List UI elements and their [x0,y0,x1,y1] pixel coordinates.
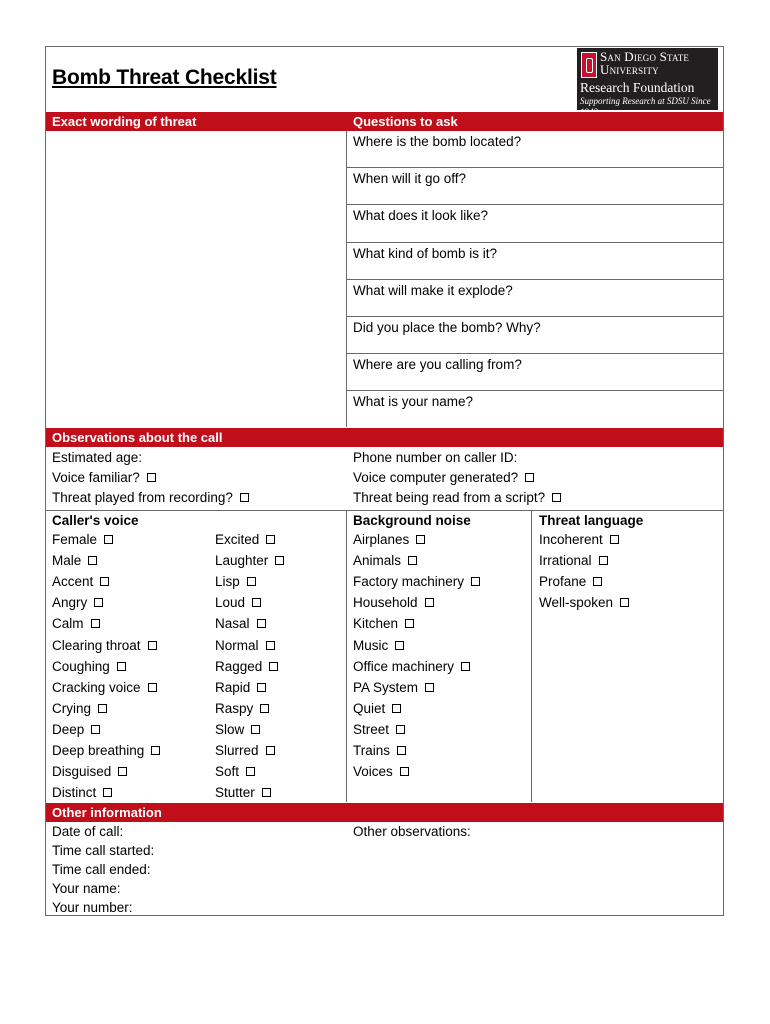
voice-option-label: Calm [52,616,84,632]
voice-option-label: Slow [215,721,245,737]
question-divider [346,167,723,168]
checkbox[interactable] [240,493,249,502]
language-option [539,532,619,548]
question-divider [346,279,723,280]
voice-option-label: Excited [215,532,260,547]
section-header-threat [46,112,723,131]
voice-option [215,764,255,780]
checkbox[interactable] [91,725,100,734]
noise-option [353,595,434,611]
voice-option-label: Disguised [52,764,112,780]
logo-line-2: University [600,62,659,77]
checkbox[interactable] [147,473,156,482]
checkbox[interactable] [610,535,619,544]
voice-option-label: Crying [52,700,92,716]
language-option [539,574,602,590]
checkbox[interactable] [252,598,261,607]
checkbox[interactable] [266,535,275,544]
noise-option [353,638,404,654]
voice-option-label: Coughing [52,658,110,674]
voice-option [52,574,109,590]
question-item: Did you place the bomb? Why? [353,320,541,335]
voice-option-label: Laughter [215,553,269,569]
checkbox[interactable] [461,662,470,671]
voice-option [215,532,275,548]
checkbox[interactable] [260,704,269,713]
voice-option-label: Raspy [215,700,254,716]
question-item: Where are you calling from? [353,357,522,373]
voice-option [52,595,103,611]
checkbox[interactable] [148,683,157,692]
voice-option [52,553,97,569]
noise-option-label: Factory machinery [353,574,465,590]
question-item: What is your name? [353,394,474,410]
checkbox[interactable] [91,619,100,628]
checkbox[interactable] [269,662,278,671]
voice-option [215,722,260,738]
voice-option-label: Distinct [52,785,97,801]
checkbox[interactable] [525,473,534,482]
voice-familiar-label: Voice familiar? [52,470,140,485]
checkbox[interactable] [262,788,271,797]
noise-option-label: Quiet [353,700,386,716]
sdsu-research-foundation-logo [577,48,718,110]
voice-option-label: Deep [52,721,85,737]
question-divider [346,204,723,205]
logo-line-3: Research Foundation [580,80,695,95]
voice-option-label: Cracking voice [52,679,141,695]
voice-option-label: Soft [215,764,240,780]
script-field [353,490,561,506]
voice-option-label: Ragged [215,658,263,674]
checkbox[interactable] [275,556,284,565]
section-header-other [46,803,723,822]
checkbox[interactable] [100,577,109,586]
voice-option [52,680,157,696]
checkbox[interactable] [395,641,404,650]
voice-option [215,680,266,696]
voice-option [52,785,112,801]
language-option-label: Well-spoken [539,595,614,611]
question-item: What does it look like? [353,208,489,224]
checkbox[interactable] [599,556,608,565]
voice-option [215,553,284,569]
other-info-header: Other information [52,805,162,820]
checkbox[interactable] [396,725,405,734]
exact-wording-header: Exact wording of threat [52,114,197,129]
threat-language-header: Threat language [539,513,644,528]
checkbox[interactable] [257,619,266,628]
voice-option-label: Male [52,553,82,569]
language-option [539,595,629,611]
noise-option [353,743,406,759]
voice-option-label: Female [52,532,98,547]
divider [531,510,532,802]
questions-header: Questions to ask [353,114,458,129]
computer-generated-label: Voice computer generated? [353,470,519,485]
noise-option [353,574,480,590]
noise-option [353,764,409,780]
background-noise-header: Background noise [353,513,471,528]
noise-option-label: Street [353,721,390,737]
voice-option-label: Deep breathing [52,743,145,758]
estimated-age-field: Estimated age: [52,450,143,465]
noise-option [353,553,417,569]
voice-option-label: Lisp [215,574,240,590]
noise-option-label: Airplanes [353,532,410,547]
voice-option-label: Normal [215,637,259,653]
time-started-field: Time call started: [52,843,155,858]
checkbox[interactable] [247,577,256,586]
noise-option-label: Animals [353,553,402,569]
noise-option [353,722,405,738]
voice-option [215,574,256,590]
other-observations-field: Other observations: [353,824,471,839]
voice-option [52,764,127,780]
voice-option [215,616,266,632]
checkbox[interactable] [94,598,103,607]
language-option-label: Profane [539,574,587,590]
noise-option-label: Household [353,595,418,611]
recording-label: Threat played from recording? [52,490,233,505]
logo-line-1: San Diego State [600,49,690,64]
voice-option [215,595,261,611]
voice-option-label: Stutter [215,785,255,801]
checkbox[interactable] [151,746,160,755]
your-name-field: Your name: [52,881,121,896]
noise-option-label: Kitchen [353,616,399,632]
voice-option [215,785,271,801]
voice-option [52,743,160,759]
checkbox[interactable] [104,535,113,544]
voice-option [52,722,100,738]
checkbox[interactable] [88,556,97,565]
language-option-label: Irrational [539,553,592,569]
voice-option [215,743,275,759]
time-ended-field: Time call ended: [52,862,151,877]
checkbox[interactable] [405,619,414,628]
checkbox[interactable] [246,767,255,776]
computer-generated-field [353,470,534,486]
voice-option-label: Nasal [215,616,250,632]
observations-header: Observations about the call [52,430,223,445]
language-option-label: Incoherent [539,532,603,547]
checkbox[interactable] [425,598,434,607]
question-divider [346,353,723,354]
caller-id-field: Phone number on caller ID: [353,450,518,465]
checkbox[interactable] [593,577,602,586]
voice-option-label: Slurred [215,743,259,758]
checkbox[interactable] [251,725,260,734]
checkbox[interactable] [103,788,112,797]
noise-option-label: Trains [353,743,391,758]
question-item: What kind of bomb is it? [353,245,498,261]
script-label: Threat being read from a script? [353,490,546,505]
question-divider [346,242,723,243]
voice-option-label: Clearing throat [52,637,141,653]
checkbox[interactable] [266,641,275,650]
voice-option [52,638,157,654]
checkbox[interactable] [425,683,434,692]
checklist-form [45,46,724,916]
your-number-field: Your number: [52,900,133,915]
checkbox[interactable] [471,577,480,586]
divider [46,510,723,511]
noise-option [353,659,470,675]
voice-familiar-field [52,470,156,486]
noise-option [353,680,434,696]
noise-option-label: Voices [353,764,393,780]
noise-option [353,532,425,548]
logo-tagline: Supporting Research at SDSU Since [580,96,711,106]
divider [346,510,347,802]
language-option [539,553,608,569]
page-title: Bomb Threat Checklist [52,66,277,89]
question-item: Where is the bomb located? [353,134,522,149]
section-header-observations [46,428,723,447]
question-divider [346,316,723,317]
checkbox[interactable] [408,556,417,565]
recording-field [52,490,249,506]
checkbox[interactable] [397,746,406,755]
question-item: When will it go off? [353,171,467,187]
noise-option [353,616,414,632]
exact-wording-field[interactable] [46,131,346,427]
sdsu-tower-icon [581,52,597,78]
checkbox[interactable] [400,767,409,776]
noise-option [353,701,401,717]
checkbox[interactable] [552,493,561,502]
voice-option-label: Rapid [215,679,251,695]
date-of-call-field: Date of call: [52,824,124,839]
voice-option [52,616,100,632]
callers-voice-header: Caller's voice [52,513,139,528]
voice-option-label: Loud [215,595,246,611]
checkbox[interactable] [98,704,107,713]
checkbox[interactable] [148,641,157,650]
voice-option-label: Accent [52,574,94,590]
checkbox[interactable] [392,704,401,713]
noise-option-label: Music [353,637,389,653]
voice-option [52,532,113,548]
checkbox[interactable] [266,746,275,755]
question-divider [346,390,723,391]
voice-option [52,701,107,717]
checkbox[interactable] [257,683,266,692]
voice-option-label: Angry [52,595,88,611]
checkbox[interactable] [620,598,629,607]
voice-option [215,638,275,654]
voice-option [52,659,126,675]
noise-option-label: Office machinery [353,658,455,674]
voice-option [215,701,269,717]
checkbox[interactable] [416,535,425,544]
noise-option-label: PA System [353,679,419,695]
voice-option [215,659,278,675]
question-item: What will make it explode? [353,282,513,298]
checkbox[interactable] [118,767,127,776]
checkbox[interactable] [117,662,126,671]
